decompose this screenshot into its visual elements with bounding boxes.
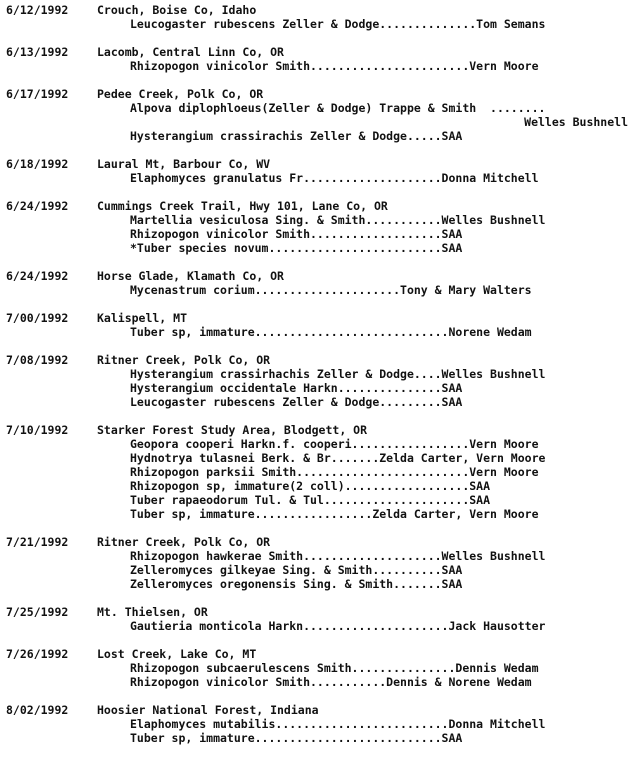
species-record: Rhizopogon sp, immature(2 coll)..................SAA <box>130 479 491 493</box>
record-entry <box>6 45 634 73</box>
collection-location: Starker Forest Study Area, Blodgett, OR <box>97 423 368 437</box>
record-entry <box>6 269 634 297</box>
record-entry <box>6 199 634 255</box>
species-record: Rhizopogon parksii Smith.........................Vern Moore <box>130 465 539 479</box>
species-record: Rhizopogon vinicolor Smith...........Dennis & Norene Wedam <box>130 675 532 689</box>
record-entry <box>6 87 634 143</box>
species-record: Zelleromyces oregonensis Sing. & Smith.......SAA <box>130 577 463 591</box>
collection-location: Pedee Creek, Polk Co, OR <box>97 87 264 101</box>
collection-date: 7/08/1992 <box>6 353 69 367</box>
record-entry <box>6 311 634 339</box>
collection-location: Lost Creek, Lake Co, MT <box>97 647 257 661</box>
species-record: Rhizopogon hawkerae Smith....................Welles Bushnell <box>130 549 546 563</box>
species-record: Hysterangium crassirhachis Zeller & Dodge....Welles Bushnell <box>130 367 546 381</box>
species-record: Hysterangium occidentale Harkn...............SAA <box>130 381 463 395</box>
species-record: Alpova diplophloeus(Zeller & Dodge) Trappe & Smith ........ <box>130 101 546 115</box>
collection-date: 6/13/1992 <box>6 45 69 59</box>
species-record: Tuber rapaeodorum Tul. & Tul.....................SAA <box>130 493 491 507</box>
species-record: Rhizopogon vinicolor Smith.......................Vern Moore <box>130 59 539 73</box>
collection-location: Ritner Creek, Polk Co, OR <box>97 535 271 549</box>
species-record: Tuber sp, immature.................Zelda Carter, Vern Moore <box>130 507 539 521</box>
record-entry <box>6 423 634 521</box>
record-entry <box>6 605 634 633</box>
collection-date: 7/00/1992 <box>6 311 69 325</box>
collection-date: 6/17/1992 <box>6 87 69 101</box>
species-record: Martellia vesiculosa Sing. & Smith...........Welles Bushnell <box>130 213 546 227</box>
species-record: Zelleromyces gilkeyae Sing. & Smith..........SAA <box>130 563 463 577</box>
collection-location: Crouch, Boise Co, Idaho <box>97 3 257 17</box>
record-entry <box>6 703 634 745</box>
species-record: Tuber sp, immature...........................SAA <box>130 731 463 745</box>
species-record: Leucogaster rubescens Zeller & Dodge.........SAA <box>130 395 463 409</box>
collection-location: Kalispell, MT <box>97 311 188 325</box>
collection-location: Hoosier National Forest, Indiana <box>97 703 319 717</box>
collection-location: Lacomb, Central Linn Co, OR <box>97 45 284 59</box>
collection-date: 7/10/1992 <box>6 423 69 437</box>
species-record: Tuber sp, immature............................Norene Wedam <box>130 325 532 339</box>
record-entry <box>6 3 634 31</box>
species-record: Gautieria monticola Harkn.....................Jack Hausotter <box>130 619 546 633</box>
collection-date: 7/26/1992 <box>6 647 69 661</box>
collector-continuation: Welles Bushnell <box>524 115 628 129</box>
species-record: *Tuber species novum.........................SAA <box>130 241 463 255</box>
collection-date: 6/12/1992 <box>6 3 69 17</box>
species-record: Leucogaster rubescens Zeller & Dodge..............Tom Semans <box>130 17 546 31</box>
record-entry <box>6 353 634 409</box>
collection-location: Horse Glade, Klamath Co, OR <box>97 269 284 283</box>
collection-date: 7/21/1992 <box>6 535 69 549</box>
species-record: Elaphomyces granulatus Fr....................Donna Mitchell <box>130 171 539 185</box>
species-record: Elaphomyces mutabilis.........................Donna Mitchell <box>130 717 546 731</box>
collection-date: 6/24/1992 <box>6 199 69 213</box>
species-record: Hysterangium crassirachis Zeller & Dodge.....SAA <box>130 129 463 143</box>
species-record: Rhizopogon vinicolor Smith...................SAA <box>130 227 463 241</box>
record-entry <box>6 535 634 591</box>
collection-location: Ritner Creek, Polk Co, OR <box>97 353 271 367</box>
species-record: Geopora cooperi Harkn.f. cooperi.................Vern Moore <box>130 437 539 451</box>
record-entry <box>6 647 634 689</box>
collection-location: Mt. Thielsen, OR <box>97 605 208 619</box>
record-entry <box>6 157 634 185</box>
collection-location: Laural Mt, Barbour Co, WV <box>97 157 271 171</box>
collection-date: 6/24/1992 <box>6 269 69 283</box>
species-record: Mycenastrum corium.....................Tony & Mary Walters <box>130 283 532 297</box>
species-record: Hydnotrya tulasnei Berk. & Br.......Zelda Carter, Vern Moore <box>130 451 546 465</box>
species-record: Rhizopogon subcaerulescens Smith...............Dennis Wedam <box>130 661 539 675</box>
collection-date: 8/02/1992 <box>6 703 69 717</box>
collection-records-list <box>6 3 634 759</box>
collection-date: 7/25/1992 <box>6 605 69 619</box>
collection-location: Cummings Creek Trail, Hwy 101, Lane Co, OR <box>97 199 388 213</box>
collection-date: 6/18/1992 <box>6 157 69 171</box>
